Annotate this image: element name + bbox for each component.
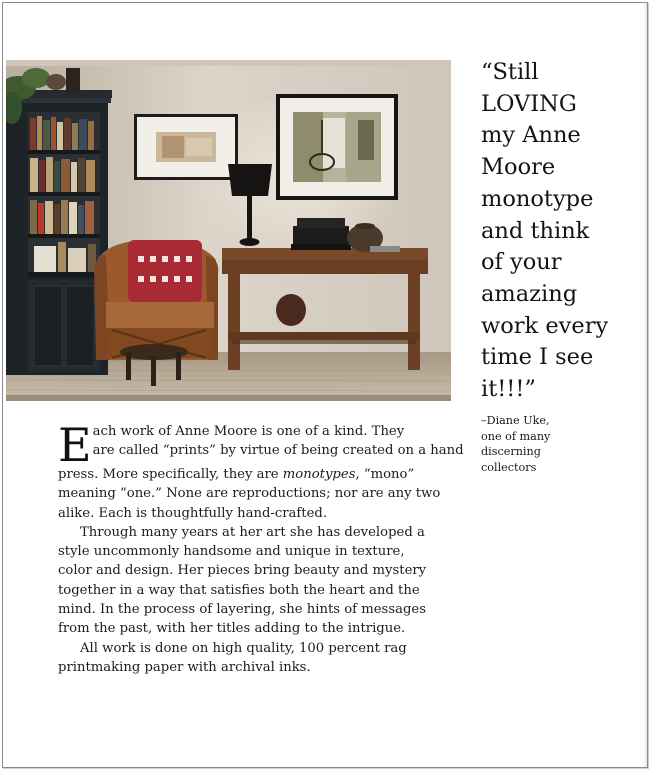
emphasis-monotypes: monotypes — [282, 467, 356, 482]
quote-line: monotype — [481, 185, 594, 212]
text-line: All work is done on high quality, 100 percent rag — [80, 640, 407, 656]
text-line: ach work of Anne Moore is one of a kind. They — [92, 424, 405, 439]
text-line: meaning “one.” None are reproductions; nor are any two — [58, 486, 441, 502]
document-page — [2, 2, 648, 768]
text-line: Through many years at her art she has developed a — [80, 524, 425, 540]
drop-cap: E — [58, 418, 92, 472]
text-line: are called “prints” by virtue of being created on a hand — [92, 443, 464, 459]
body-copy — [58, 418, 464, 677]
quote-line: Moore — [481, 154, 556, 181]
text-line: printmaking paper with archival inks. — [58, 659, 311, 675]
text-line — [58, 465, 458, 484]
quote-line: and think — [481, 217, 590, 244]
quote-line: work every — [481, 312, 609, 339]
text-line: style uncommonly handsome and unique in texture, — [58, 544, 405, 560]
paragraph-1 — [58, 418, 464, 523]
quote-line: of your — [481, 249, 562, 276]
quote-line: time I see — [481, 344, 594, 371]
text-fragment: press. More specifically, they are — [58, 467, 283, 482]
attribution-line: –Diane Uke, — [481, 414, 550, 427]
attribution-line: one of many — [481, 429, 551, 443]
interior-photo — [6, 60, 451, 401]
text-line: together in a way that satisfies both the heart and the — [58, 582, 420, 598]
quote-attribution — [481, 413, 611, 475]
paragraph-2 — [58, 523, 458, 639]
paragraph-3 — [58, 639, 458, 678]
quote-line: it!!!” — [481, 376, 536, 403]
text-fragment: , “mono” — [355, 467, 415, 482]
attribution-line: collectors — [481, 460, 537, 474]
attribution-line: discerning — [481, 445, 541, 458]
quote-line: my Anne — [481, 122, 581, 149]
testimonial-quote — [481, 57, 631, 406]
quote-line: amazing — [481, 280, 578, 307]
text-line: color and design. Her pieces bring beauty and mystery — [58, 563, 427, 579]
text-line: alike. Each is thoughtfully hand-crafted. — [58, 505, 328, 521]
text-line: from the past, with her titles adding to the intrigue. — [58, 621, 406, 637]
quote-line: “Still — [481, 59, 539, 85]
text-line: mind. In the process of layering, she hints of messages — [58, 602, 426, 618]
quote-line: LOVING — [481, 90, 577, 117]
page-edge-shadow — [643, 3, 647, 767]
